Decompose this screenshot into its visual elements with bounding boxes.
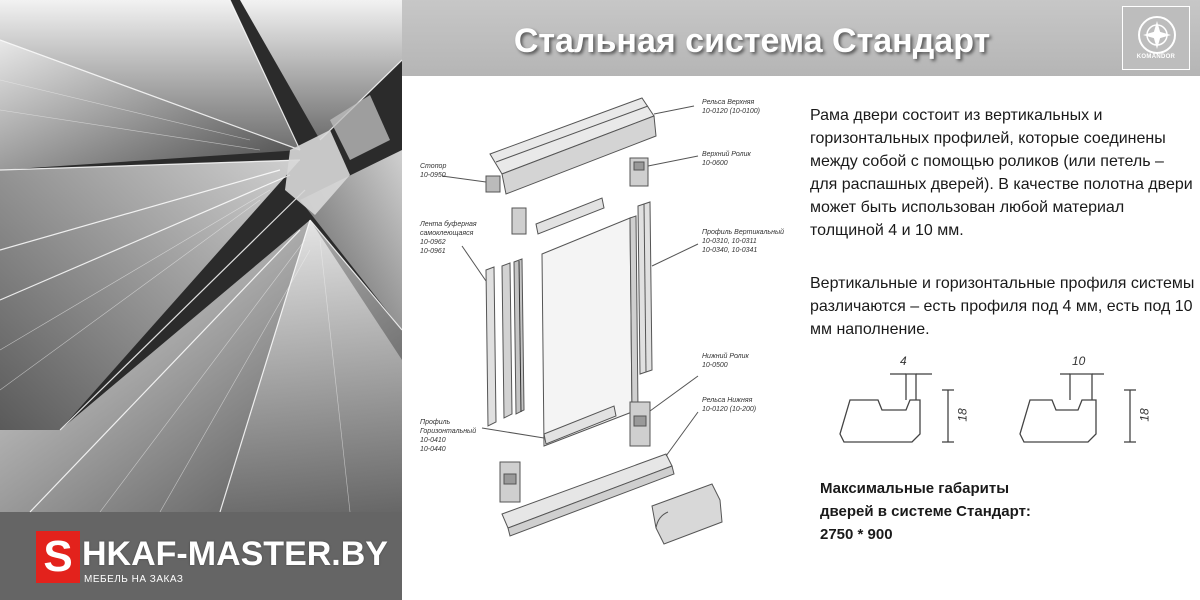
label-stopper: Стопор 10-0950 xyxy=(420,163,447,179)
komandor-logo xyxy=(1122,6,1190,70)
page-title: Стальная система Стандарт xyxy=(513,22,991,60)
exploded-door-diagram xyxy=(402,76,800,596)
dim-height-18-a: 18 xyxy=(955,408,970,422)
label-buffer-tape: Лента буферная самоклеющаяся 10-0962 10-0961 xyxy=(420,221,477,255)
logo-text: KOMANDOR xyxy=(1136,54,1176,60)
dim-width-4: 4 xyxy=(900,354,907,368)
label-vertical-profile: Профиль Вертикальный 10-0310, 10-0311 10-0340, 10-0341 xyxy=(702,229,784,254)
profile-cross-sections xyxy=(820,338,1160,468)
label-bottom-roller: Нижний Ролик 10-0500 xyxy=(702,353,749,369)
label-horizontal-profile: Профиль Горизонтальный 10-0410 10-0440 xyxy=(420,419,477,453)
label-top-roller: Верхний Ролик 10-0600 xyxy=(702,151,751,167)
label-top-rail: Рельса Верхняя 10-0120 (10-0100) xyxy=(702,99,760,115)
description-paragraph-1: Рама двери состоит из вертикальных и горизонтальных профилей, которые соединены между собой с помощью роликов (или петель – для распашных дверей). В качестве полотна двери может быть использован любой материал толщиной 4 и 10 мм. xyxy=(810,107,1193,239)
description-paragraph-2: Вертикальные и горизонтальные профиля системы различаются – есть профиля под 4 мм, есть под 10 мм наполнение. xyxy=(810,275,1195,338)
max-dimensions-line-2: дверей в системе Стандарт: xyxy=(820,503,1031,520)
label-bottom-rail: Рельса Нижняя 10-0120 (10-200) xyxy=(702,397,757,413)
brand-subtitle: МЕБЕЛЬ НА ЗАКАЗ xyxy=(84,574,184,585)
max-dimensions-line-1: Максимальные габариты xyxy=(820,480,1010,497)
dim-height-18-b: 18 xyxy=(1137,408,1152,422)
cracked-glass-image xyxy=(0,0,402,600)
brand-logo-letter: S xyxy=(36,531,80,583)
dim-width-10: 10 xyxy=(1072,354,1086,368)
max-dimensions-value: 2750 * 900 xyxy=(820,526,893,543)
brand-name: HKAF-MASTER.BY xyxy=(82,535,388,573)
